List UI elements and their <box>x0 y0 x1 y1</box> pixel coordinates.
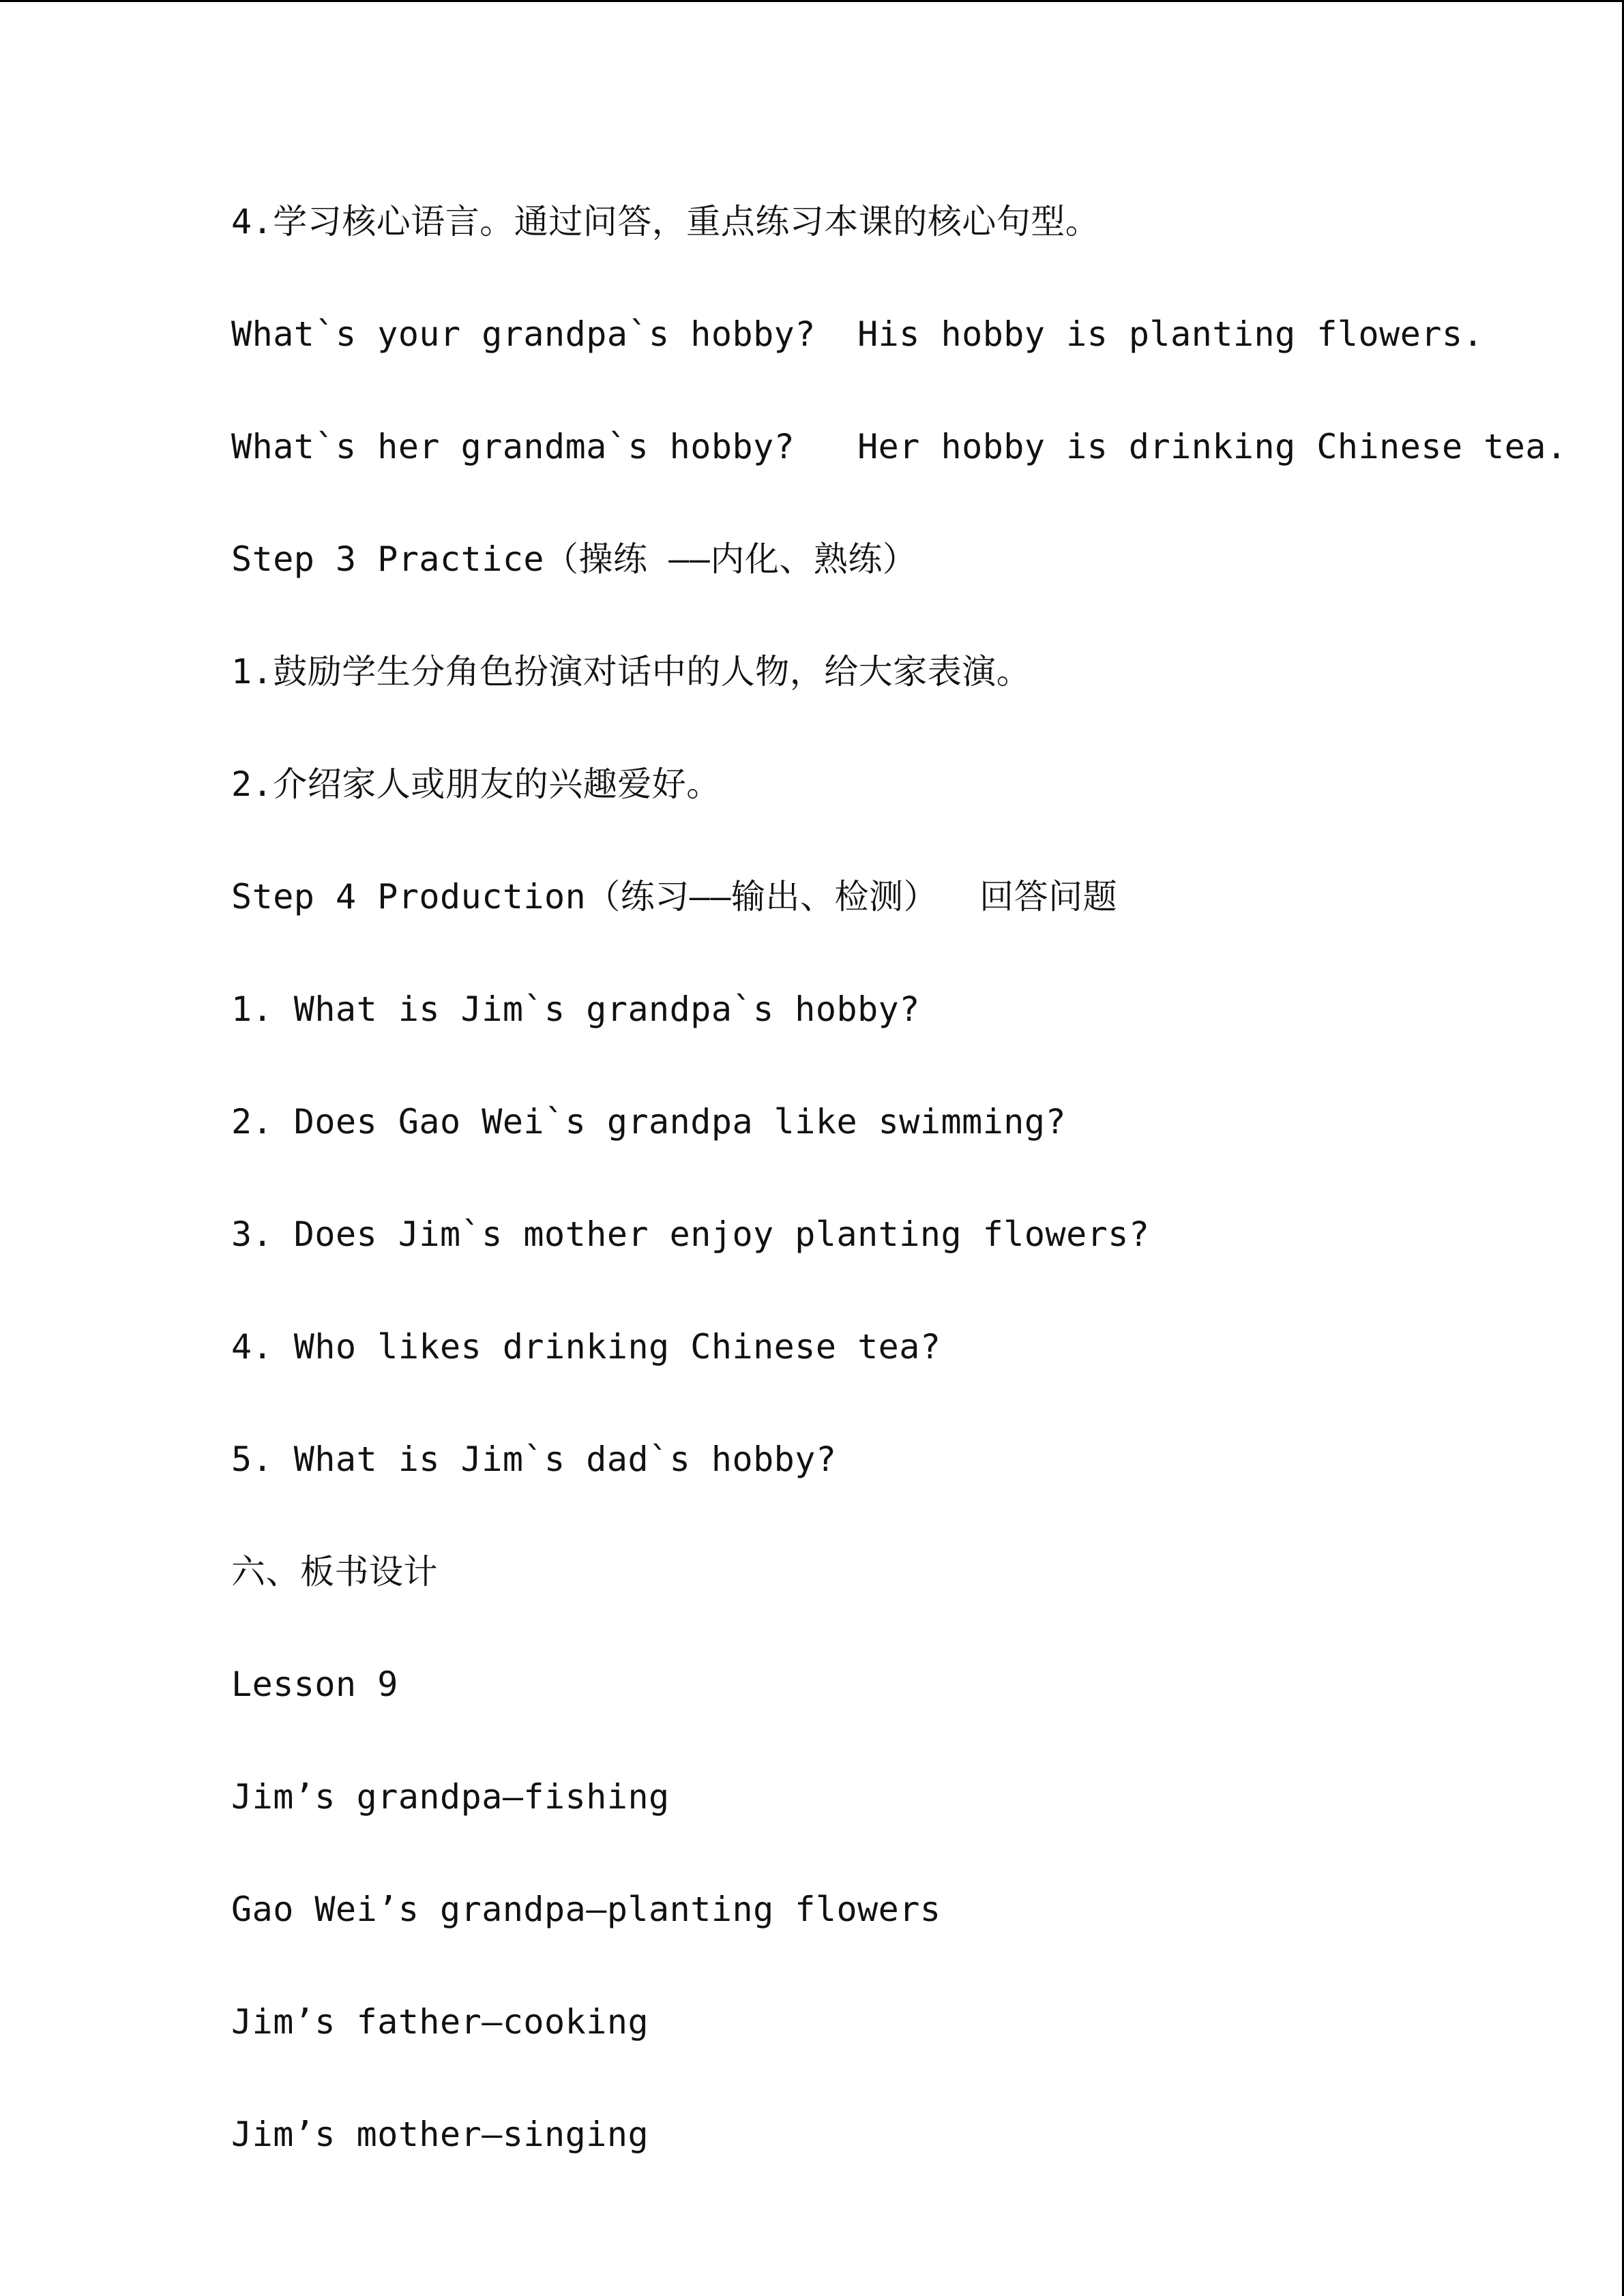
question-2: 2. Does Gao Wei`s grandpa like swimming? <box>231 1102 1067 1142</box>
board-line-jims-mother: Jim’s mother—singing <box>231 2115 649 2154</box>
question-5: 5. What is Jim`s dad`s hobby? <box>231 1440 837 1479</box>
board-line-gao-weis-grandpa: Gao Wei’s grandpa—planting flowers <box>231 1890 941 1929</box>
example-question-grandma: What`s her grandma`s hobby? Her hobby is drinking Chinese tea. <box>231 427 1567 466</box>
question-1: 1. What is Jim`s grandpa`s hobby? <box>231 989 920 1029</box>
document-body <box>231 166 1567 2191</box>
practice-item-1: 1.鼓励学生分角色扮演对话中的人物，给大家表演。 <box>231 652 1031 691</box>
blackboard-design-heading: 六、板书设计 <box>231 1552 438 1592</box>
step-3-heading: Step 3 Practice（操练 ——内化、熟练） <box>231 539 917 579</box>
example-question-grandpa: What`s your grandpa`s hobby? His hobby is planting flowers. <box>231 314 1484 354</box>
lesson-title: Lesson 9 <box>231 1665 398 1704</box>
step-4-heading: Step 4 Production（练习——输出、检测） 回答问题 <box>231 877 1118 916</box>
board-line-jims-father: Jim’s father—cooking <box>231 2002 649 2042</box>
question-4: 4. Who likes drinking Chinese tea? <box>231 1327 941 1367</box>
step-core-language-item: 4.学习核心语言。通过问答，重点练习本课的核心句型。 <box>231 202 1100 241</box>
question-3: 3. Does Jim`s mother enjoy planting flowers? <box>231 1214 1150 1254</box>
practice-item-2: 2.介绍家人或朋友的兴趣爱好。 <box>231 764 721 804</box>
board-line-jims-grandpa: Jim’s grandpa—fishing <box>231 1777 670 1817</box>
